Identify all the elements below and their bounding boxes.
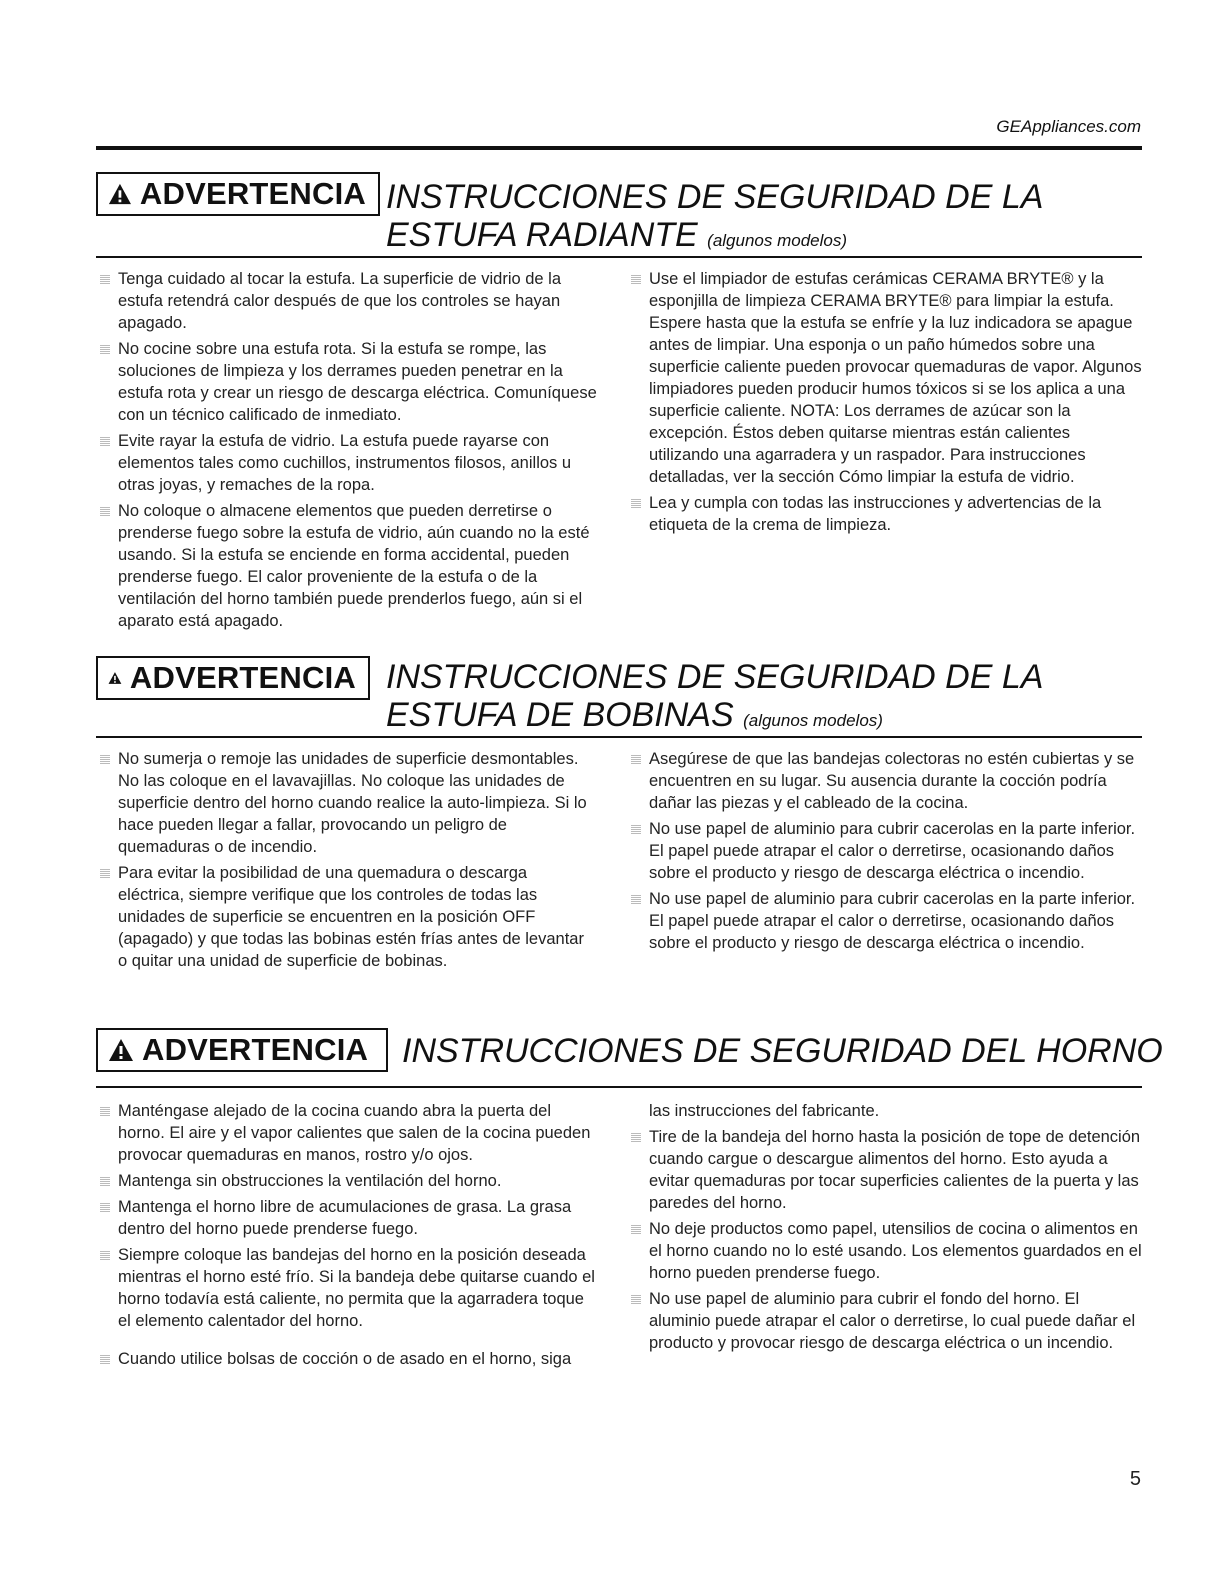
top-rule — [96, 146, 1142, 150]
list-item-continuation: las instrucciones del fabricante. — [649, 1102, 880, 1120]
title-note: (algunos modelos) — [743, 711, 883, 730]
list-item: No cocine sobre una estufa rota. Si la estufa se rompe, las soluciones de limpieza y los derrames pueden penetrar en la estufa rota y crear un riesgo de descarga eléctrica. Comuníquese con un técnico calificado de inmediato. — [98, 338, 597, 426]
right-list — [629, 268, 1142, 536]
title-main: ESTUFA DE BOBINAS — [386, 696, 734, 734]
list-item: No sumerja o remoje las unidades de superficie desmontables. No las coloque en el lavavajillas. No coloque las unidades de superficie dentro del horno cuando realice la auto-limpieza. Si lo hace pueden llegar a fallar, provocando un peligro de quemaduras o de incendio. — [98, 748, 597, 858]
section-title-line1: INSTRUCCIONES DE SEGURIDAD DE LA — [386, 178, 1044, 216]
warning-label — [96, 656, 370, 700]
section-rule — [96, 256, 1142, 258]
list-item: Use el limpiador de estufas cerámicas CERAMA BRYTE® y la esponjilla de limpieza CERAMA BRYTE® para limpiar la estufa. Espere hasta que la estufa se enfríe y la luz indicadora se apague antes de limpiar. Una esponja o un paño húmedos sobre una superficie caliente pueden provocar quemaduras de vapor. Algunos limpiadores pueden producir humos tóxicos si se los aplica a una superficie caliente. NOTA: Los derrames de azúcar son la excepción. Éstos deben quitarse mientras están calientes utilizando una agarradera y un raspador. Para instrucciones detalladas, ver la sección Cómo limpiar la estufa de vidrio. — [629, 268, 1142, 488]
list-item: Lea y cumpla con todas las instrucciones y advertencias de la etiqueta de la crema de limpieza. — [629, 492, 1142, 536]
left-list — [98, 1100, 597, 1370]
section-rule — [96, 1086, 1142, 1088]
list-item: Mantenga sin obstrucciones la ventilación del horno. — [98, 1170, 597, 1192]
title-main: ESTUFA RADIANTE — [386, 216, 698, 254]
warning-label — [96, 1028, 388, 1072]
list-item: No coloque o almacene elementos que pueden derretirse o prenderse fuego sobre la estufa de vidrio, aún cuando no la esté usando. Si la estufa se enciende en forma accidental, pueden prenderse fuego. El calor proveniente de la estufa o de la ventilación del horno también puede prenderlos fuego, aún si el aparato está apagado. — [98, 500, 597, 632]
site-url: GEAppliances.com — [996, 117, 1141, 136]
right-list — [629, 748, 1142, 954]
section-title-line2 — [386, 216, 847, 260]
section-radiant — [96, 172, 1142, 630]
warning-text: ADVERTENCIA — [129, 660, 356, 695]
list-item: Tenga cuidado al tocar la estufa. La superficie de vidrio de la estufa retendrá calor después de que los controles se hayan apagado. — [98, 268, 597, 334]
page-number: 5 — [1129, 1468, 1141, 1490]
title-note: (algunos modelos) — [707, 231, 848, 250]
list-item: No deje productos como papel, utensilios de cocina o alimentos en el horno cuando no lo esté usando. Los elementos guardados en el horno pueden prenderse fuego. — [629, 1218, 1142, 1284]
list-item: Asegúrese de que las bandejas colectoras no estén cubiertas y se encuentren en su lugar. Su ausencia durante la cocción podría dañar las piezas y el cableado de la cocina. — [629, 748, 1142, 814]
section-rule — [96, 736, 1142, 738]
left-list — [98, 268, 597, 632]
warning-label — [96, 172, 380, 216]
list-item: Manténgase alejado de la cocina cuando abra la puerta del horno. El aire y el vapor calientes que salen de la cocina pueden provocar quemaduras en manos, rostro y/o ojos. — [98, 1100, 597, 1166]
list-item: No use papel de aluminio para cubrir el fondo del horno. El aluminio puede atrapar el calor o derretirse, lo cual puede dañar el producto y provocar riesgo de descarga eléctrica o un incendio. — [629, 1288, 1142, 1354]
list-item: Siempre coloque las bandejas del horno en la posición deseada mientras el horno esté frío. Si la bandeja debe quitarse cuando el horno todavía está caliente, no permita que la agarradera toque el elemento calentador del horno. — [98, 1244, 597, 1332]
left-list — [98, 748, 597, 972]
list-item: Evite rayar la estufa de vidrio. La estufa puede rayarse con elementos tales como cuchillos, instrumentos filosos, anillos u otras joyas, y remaches de la ropa. — [98, 430, 597, 496]
section-title-line1: INSTRUCCIONES DE SEGURIDAD DEL HORNO — [402, 1032, 1163, 1070]
list-item: No use papel de aluminio para cubrir cacerolas en la parte inferior. El papel puede atrapar el calor o derretirse, ocasionando daños sobre el producto y riesgo de descarga eléctrica o incendio. — [629, 888, 1142, 954]
warning-icon — [108, 181, 132, 207]
warning-icon — [108, 1037, 134, 1063]
section-title-line2 — [386, 696, 883, 740]
warning-text: ADVERTENCIA — [139, 176, 366, 211]
section-title-line1: INSTRUCCIONES DE SEGURIDAD DE LA — [386, 658, 1044, 696]
right-list — [629, 1100, 1142, 1354]
list-item: Para evitar la posibilidad de una quemadura o descarga eléctrica, siempre verifique que los controles de todas las unidades de superficie se encuentren en la posición OFF (apagado) y que todas las bobinas estén frías antes de levantar o quitar una unidad de superficie de bobinas. — [98, 862, 597, 972]
warning-text: ADVERTENCIA — [142, 1032, 369, 1067]
list-item: Mantenga el horno libre de acumulaciones de grasa. La grasa dentro del horno puede prenderse fuego. — [98, 1196, 597, 1240]
warning-icon — [108, 665, 122, 691]
list-item: Cuando utilice bolsas de cocción o de asado en el horno, siga — [98, 1348, 597, 1370]
list-item: No use papel de aluminio para cubrir cacerolas en la parte inferior. El papel puede atrapar el calor o derretirse, ocasionando daños sobre el producto y riesgo de descarga eléctrica o incendio. — [629, 818, 1142, 884]
section-oven — [96, 1028, 1163, 1368]
list-item: Tire de la bandeja del horno hasta la posición de tope de detención cuando cargue o descargue alimentos del horno. Esto ayuda a evitar quemaduras por tocar superficies calientes de la puerta y las paredes del horno. — [629, 1126, 1142, 1214]
section-coil — [96, 656, 1142, 970]
